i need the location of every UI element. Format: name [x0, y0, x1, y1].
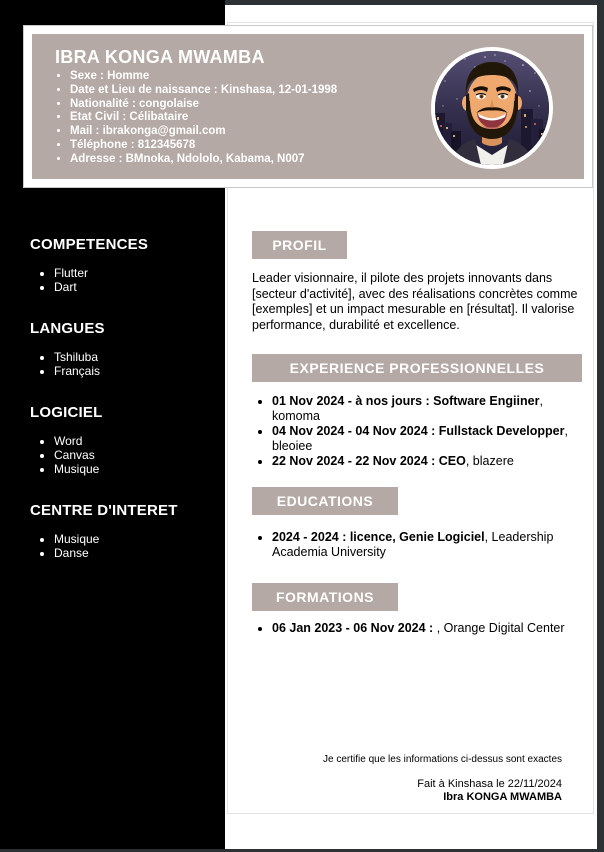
detail-sexe: • Sexe : Homme	[70, 70, 337, 84]
experience-item: • 22 Nov 2024 - 22 Nov 2024 : CEO, blazere	[272, 454, 582, 469]
formations-list	[252, 621, 582, 636]
section-title-profil: PROFIL	[252, 231, 347, 259]
langues-list	[30, 350, 218, 378]
section-title-educations: EDUCATIONS	[252, 487, 398, 515]
section-title-experience: EXPERIENCE PROFESSIONNELLES	[252, 354, 582, 382]
list-item: • Dart	[54, 280, 218, 294]
detail-etat-civil: • Etat Civil : Célibataire	[70, 111, 337, 125]
sidebar-title-competences: COMPETENCES	[30, 236, 149, 253]
list-item: • Danse	[54, 546, 218, 560]
sidebar-section-interet	[30, 502, 218, 560]
detail-adresse: • Adresse : BMnoka, Ndololo, Kabama, N007	[70, 153, 337, 167]
footer-signature: Ibra KONGA MWAMBA	[443, 791, 562, 803]
detail-naissance: • Date et Lieu de naissance : Kinshasa, 12-01-1998	[70, 84, 337, 98]
educations-list	[252, 530, 582, 560]
list-item: • Flutter	[54, 266, 218, 280]
sidebar-title-interet: CENTRE D'INTERET	[30, 502, 178, 519]
footer-certification: Je certifie que les informations ci-dessus sont exactes	[323, 754, 562, 765]
sidebar-title-langues: LANGUES	[30, 320, 105, 337]
main-content	[252, 231, 582, 636]
detail-telephone: • Téléphone : 812345678	[70, 139, 337, 153]
sidebar-title-logiciel: LOGICIEL	[30, 404, 103, 421]
list-item: • Musique	[54, 462, 218, 476]
interet-list	[30, 532, 218, 560]
experience-list	[252, 394, 582, 469]
list-item: • Canvas	[54, 448, 218, 462]
sidebar-section-langues	[30, 320, 218, 378]
formation-item: • 06 Jan 2023 - 06 Nov 2024 : , Orange Digital Center	[272, 621, 582, 636]
sidebar-section-competences	[30, 236, 218, 294]
competences-list	[30, 266, 218, 294]
experience-item: • 04 Nov 2024 - 04 Nov 2024 : Fullstack Developper, bleoiee	[272, 424, 582, 454]
logiciel-list	[30, 434, 218, 476]
education-item: • 2024 - 2024 : licence, Genie Logiciel, Leadership Academia University	[272, 530, 582, 560]
experience-item: • 01 Nov 2024 - à nos jours : Software Engiiner, komoma	[272, 394, 582, 424]
list-item: • Français	[54, 364, 218, 378]
profile-summary: Leader visionnaire, il pilote des projets innovants dans [secteur d'activité], avec des réalisations concrètes comme [exemples] et un impact mesurable en [résultat]. Il valorise performance, durabilité et excellence.	[252, 271, 578, 332]
footer	[252, 754, 562, 803]
section-title-formations: FORMATIONS	[252, 583, 398, 611]
detail-mail: • Mail : ibrakonga@gmail.com	[70, 125, 337, 139]
list-item: • Tshiluba	[54, 350, 218, 364]
person-name: IBRA KONGA MWAMBA	[55, 47, 265, 67]
sidebar	[30, 236, 218, 586]
footer-place-date: Fait à Kinshasa le 22/11/2024	[417, 778, 562, 790]
avatar	[431, 47, 553, 169]
page-edge-top	[225, 0, 604, 5]
sidebar-section-logiciel	[30, 404, 218, 476]
detail-nationalite: • Nationalité : congolaise	[70, 98, 337, 112]
personal-details-list	[46, 70, 337, 167]
page-edge-right	[597, 0, 604, 852]
cv-header	[23, 25, 593, 188]
list-item: • Word	[54, 434, 218, 448]
list-item: • Musique	[54, 532, 218, 546]
cv-header-panel	[32, 34, 584, 179]
